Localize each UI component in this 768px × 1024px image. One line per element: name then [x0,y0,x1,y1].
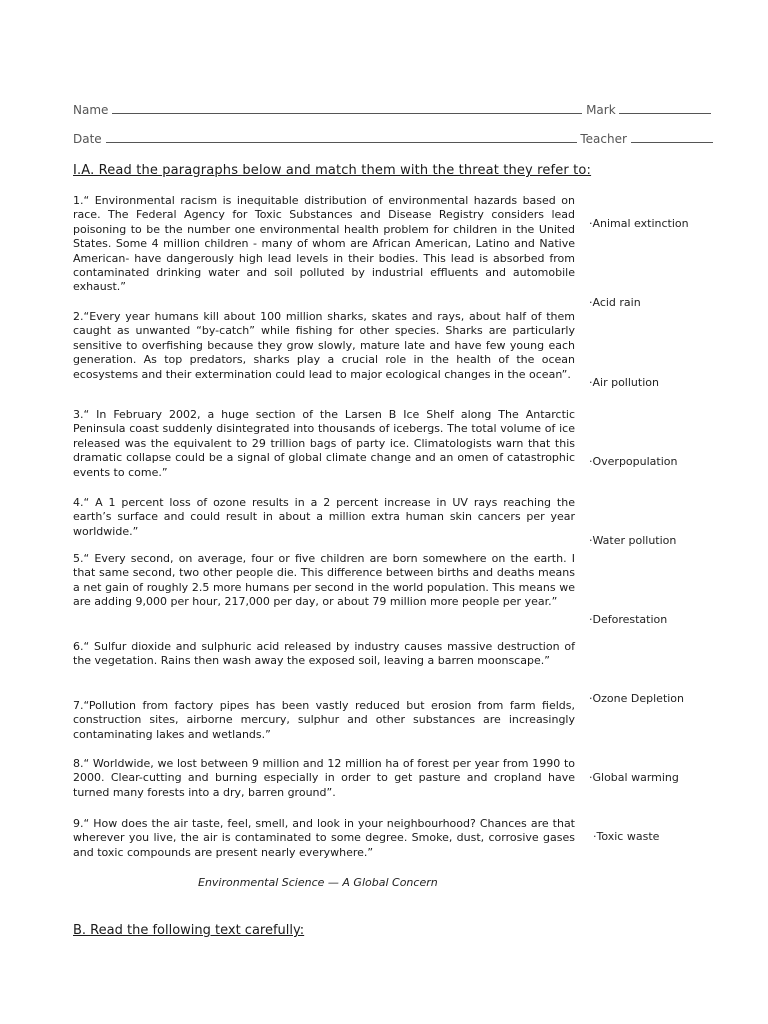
source-caption: Environmental Science — A Global Concern [198,876,438,889]
threat-water-pollution: ·Water pollution [589,534,677,547]
teacher-label: Teacher [580,132,627,146]
paragraph-1: 1.“ Environmental racism is inequitable distribution of environmental hazards based on race. The Federal Agency for Toxic Substances and Disease Registry considers lead poisoning to be the number one environmental health problem for children in the United States. Some 4 million children - many of whom are African American, Latino and Native American- have dangerously high lead levels in their bodies. This lead is absorbed from contaminated drinking water and soil polluted by industrial effluents and automobile exhaust.” [73,194,575,294]
threat-ozone-depletion: ·Ozone Depletion [589,692,685,705]
mark-label: Mark [586,103,616,117]
paragraph-2: 2.“Every year humans kill about 100 million sharks, skates and rays, about half of them caught as unwanted “by-catch” while fishing for other species. Sharks are particularly sensitive to overfishing because they grow slowly, mature late and have few young each generation. As top predators, sharks play a crucial role in the health of the ocean ecosystems and their extermination could lead to major ecological changes in the ocean”. [73,310,575,381]
paragraph-9: 9.“ How does the air taste, feel, smell, and look in your neighbourhood? Chances are that wherever you live, the air is contaminated to some degree. Smoke, dust, corrosive gases and toxic compounds are present nearly everywhere.” [73,817,575,859]
name-label: Name [73,103,109,117]
threat-overpopulation: ·Overpopulation [589,455,678,468]
paragraph-5: 5.“ Every second, on average, four or five children are born somewhere on the earth. I that same second, two other people die. This difference between births and deaths means a net gain of roughly 2.5 more humans per second in the world population. This means we are adding 9,000 per hour, 217,000 per day, or about 79 million more people per year.” [73,552,575,609]
paragraph-4: 4.“ A 1 percent loss of ozone results in a 2 percent increase in UV rays reaching the earth’s surface and could result in about a million extra human skin cancers per year worldwide.” [73,496,575,538]
threat-animal-extinction: ·Animal extinction [589,217,689,230]
threat-air-pollution: ·Air pollution [589,376,659,389]
paragraph-3: 3.“ In February 2002, a huge section of the Larsen B Ice Shelf along The Antarctic Peninsula coast suddenly disintegrated into thousands of icebergs. The total volume of ice released was the equivalent to 29 trillion bags of party ice. Climatologists warn that this dramatic collapse could be a signal of global climate change and an omen of catastrophic events to come.” [73,408,575,479]
threat-deforestation: ·Deforestation [589,613,668,626]
date-teacher-row [73,131,713,146]
name-field[interactable] [112,102,582,114]
threat-acid-rain: ·Acid rain [589,296,641,309]
name-mark-row [73,102,711,117]
section-b-title-text: B. Read the following text carefully: [73,923,305,938]
mark-field[interactable] [619,102,711,114]
paragraph-8: 8.“ Worldwide, we lost between 9 million and 12 million ha of forest per year from 1990 to 2000. Clear-cutting and burning especially in order to get pasture and cropland have turned many forests into a dry, barren ground”. [73,757,575,799]
date-label: Date [73,132,102,146]
date-field[interactable] [106,131,577,143]
threat-global-warming: ·Global warming [589,771,679,784]
teacher-field[interactable] [631,131,713,143]
section-a-title [73,163,591,178]
threat-toxic-waste: ·Toxic waste [593,830,660,843]
paragraph-7: 7.“Pollution from factory pipes has been vastly reduced but erosion from farm fields, construction sites, airborne mercury, sulphur and other substances are increasingly contaminating lakes and wetlands.” [73,699,575,741]
section-b-title [73,923,304,938]
section-a-title-text: I.A. Read the paragraphs below and match them with the threat they refer to: [73,163,592,178]
paragraph-6: 6.“ Sulfur dioxide and sulphuric acid released by industry causes massive destruction of the vegetation. Rains then wash away the exposed soil, leaving a barren moonscape.” [73,640,575,668]
